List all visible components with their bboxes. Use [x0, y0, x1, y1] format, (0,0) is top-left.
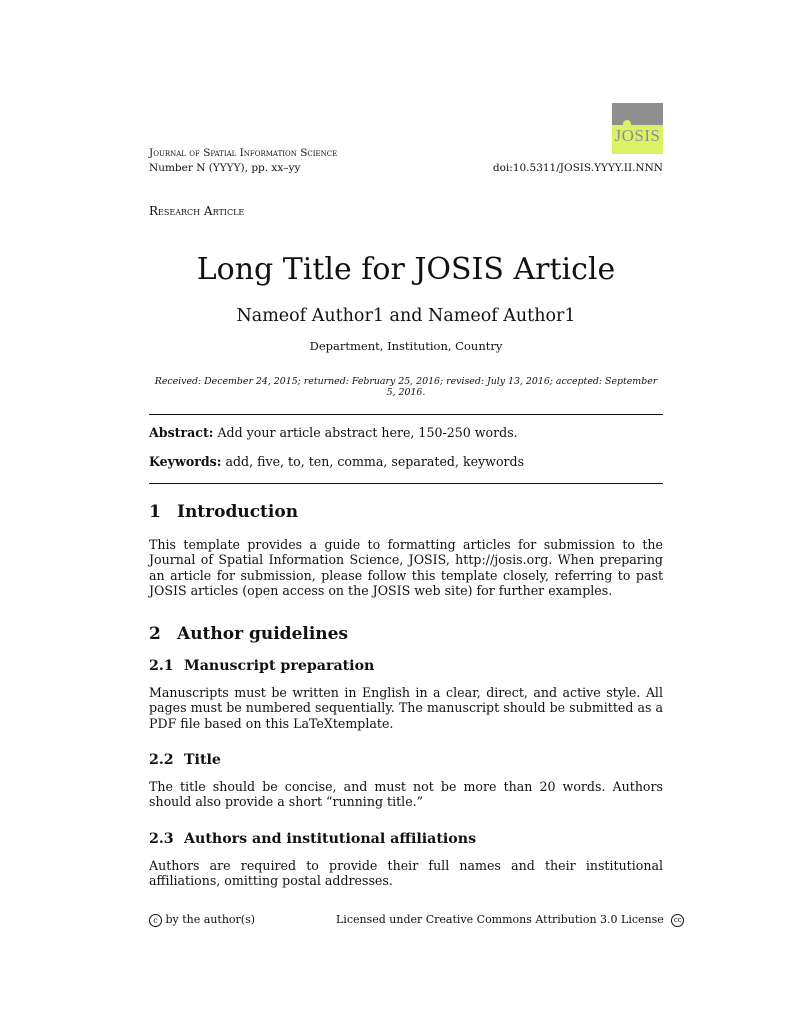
article-title: Long Title for JOSIS Article [196, 252, 616, 287]
cc-icon: cc [671, 914, 684, 927]
footer-copyright [149, 913, 255, 927]
history: Received: December 24, 2015; returned: February 25, 2016; revised: July 13, 2016; accepted: September 5, 2016. [154, 376, 658, 398]
section-title: Author guidelines [177, 624, 349, 644]
subsection-title: Authors and institutional affiliations [184, 831, 477, 847]
abstract-label: Abstract: [149, 425, 214, 440]
title-paragraph: The title should be concise, and must not be more than 20 words. Authors should also provide a short “running title.” [149, 779, 663, 810]
subsection-heading-manuscript [149, 658, 374, 674]
keywords-label: Keywords: [149, 454, 222, 469]
logo-text: JOSIS [614, 126, 661, 145]
issue-info: Number N (YYYY), pp. xx–yy [149, 162, 301, 174]
josis-logo [612, 103, 663, 154]
abstract-bottom-rule [149, 483, 663, 484]
license-text: Licensed under Creative Commons Attribution 3.0 License [336, 913, 664, 926]
copyright-icon: c [149, 914, 162, 927]
subsection-title: Manuscript preparation [184, 658, 375, 674]
subsection-heading-title [149, 752, 221, 768]
abstract-text: Add your article abstract here, 150-250 words. [217, 425, 518, 440]
footer-license [336, 913, 684, 927]
subsection-heading-affiliations [149, 831, 476, 847]
subsection-number: 2.2 [149, 752, 174, 768]
intro-paragraph: This template provides a guide to formatting articles for submission to the Journal of Spatial Information Science, JOSIS, http://josis.org. When preparing an article for submission, please follow this template closely, referring to past JOSIS articles (open access on the JOSIS web site) for further examples. [149, 537, 663, 598]
section-heading-guidelines [149, 624, 348, 644]
doi[interactable]: doi:10.5311/JOSIS.YYYY.II.NNN [492, 162, 663, 174]
affiliation: Department, Institution, Country [309, 339, 503, 353]
manuscript-paragraph [149, 685, 663, 731]
subsection-number: 2.3 [149, 831, 174, 847]
section-heading-intro [149, 502, 298, 522]
keywords [149, 454, 524, 469]
section-number: 1 [149, 502, 161, 522]
section-number: 2 [149, 624, 161, 644]
abstract-top-rule [149, 414, 663, 415]
latex-logo: LaTeX [293, 715, 333, 731]
journal-name: Journal of Spatial Information Science [149, 147, 338, 159]
article-type: Research Article [149, 204, 245, 218]
keywords-text: add, five, to, ten, comma, separated, keywords [225, 454, 525, 469]
affiliations-paragraph: Authors are required to provide their full names and their institutional affiliations, omitting postal addresses. [149, 858, 663, 889]
subsection-number: 2.1 [149, 658, 174, 674]
authors: Nameof Author1 and Nameof Author1 [236, 306, 576, 326]
abstract [149, 425, 518, 440]
manuscript-text-end: template. [332, 715, 394, 731]
manuscript-text: Manuscripts must be written in English in a clear, direct, and active style. All pages must be numbered sequentially. The manuscript should be submitted as a PDF file based on this [149, 685, 663, 731]
section-title: Introduction [177, 502, 299, 522]
copyright-text: by the author(s) [165, 913, 256, 926]
subsection-title: Title [184, 752, 221, 768]
